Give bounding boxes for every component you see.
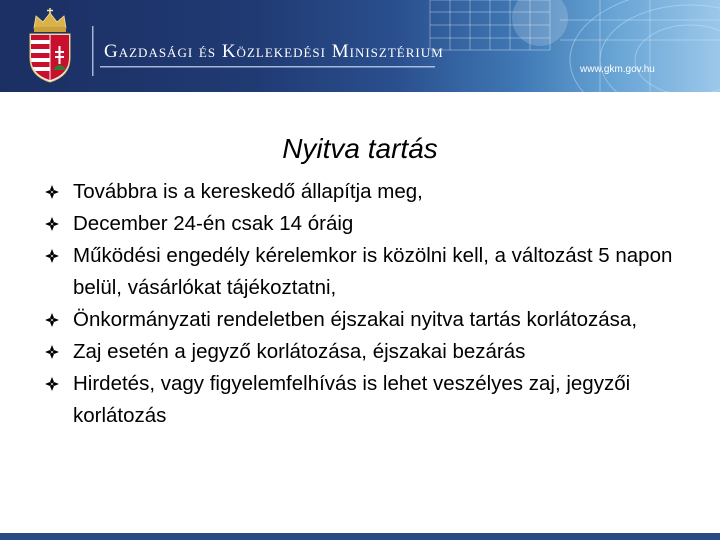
hungarian-coat-of-arms-icon: [22, 8, 78, 84]
diamond-bullet-icon: [44, 248, 60, 264]
diamond-bullet-icon: [44, 376, 60, 392]
list-item-text: Működési engedély kérelemkor is közölni kell, a változást 5 napon belül, vásárlókat tájékoztatni,: [73, 244, 673, 299]
website-link[interactable]: www.gkm.gov.hu: [580, 64, 655, 75]
ministry-name: Gazdasági és Közlekedési Minisztérium: [104, 41, 444, 62]
footer-bar: [0, 533, 720, 540]
slide-title: Nyitva tartás: [282, 133, 438, 164]
list-item-text: Továbbra is a kereskedő állapítja meg,: [73, 180, 423, 203]
bullet-list: [44, 176, 694, 432]
diamond-bullet-icon: [44, 344, 60, 360]
list-item: [44, 368, 694, 432]
list-item: [44, 304, 694, 336]
diamond-bullet-icon: [44, 216, 60, 232]
list-item: [44, 336, 694, 368]
list-item: [44, 240, 694, 304]
list-item-text: December 24-én csak 14 óráig: [73, 212, 354, 235]
diamond-bullet-icon: [44, 312, 60, 328]
diamond-bullet-icon: [44, 184, 60, 200]
list-item-text: Hirdetés, vagy figyelemfelhívás is lehet veszélyes zaj, jegyzői korlátozás: [73, 372, 631, 427]
list-item: [44, 176, 694, 208]
list-item-text: Zaj esetén a jegyző korlátozása, éjszakai bezárás: [73, 340, 526, 363]
header-banner: [0, 0, 720, 92]
list-item: [44, 208, 694, 240]
list-item-text: Önkormányzati rendeletben éjszakai nyitva tartás korlátozása,: [73, 308, 638, 331]
